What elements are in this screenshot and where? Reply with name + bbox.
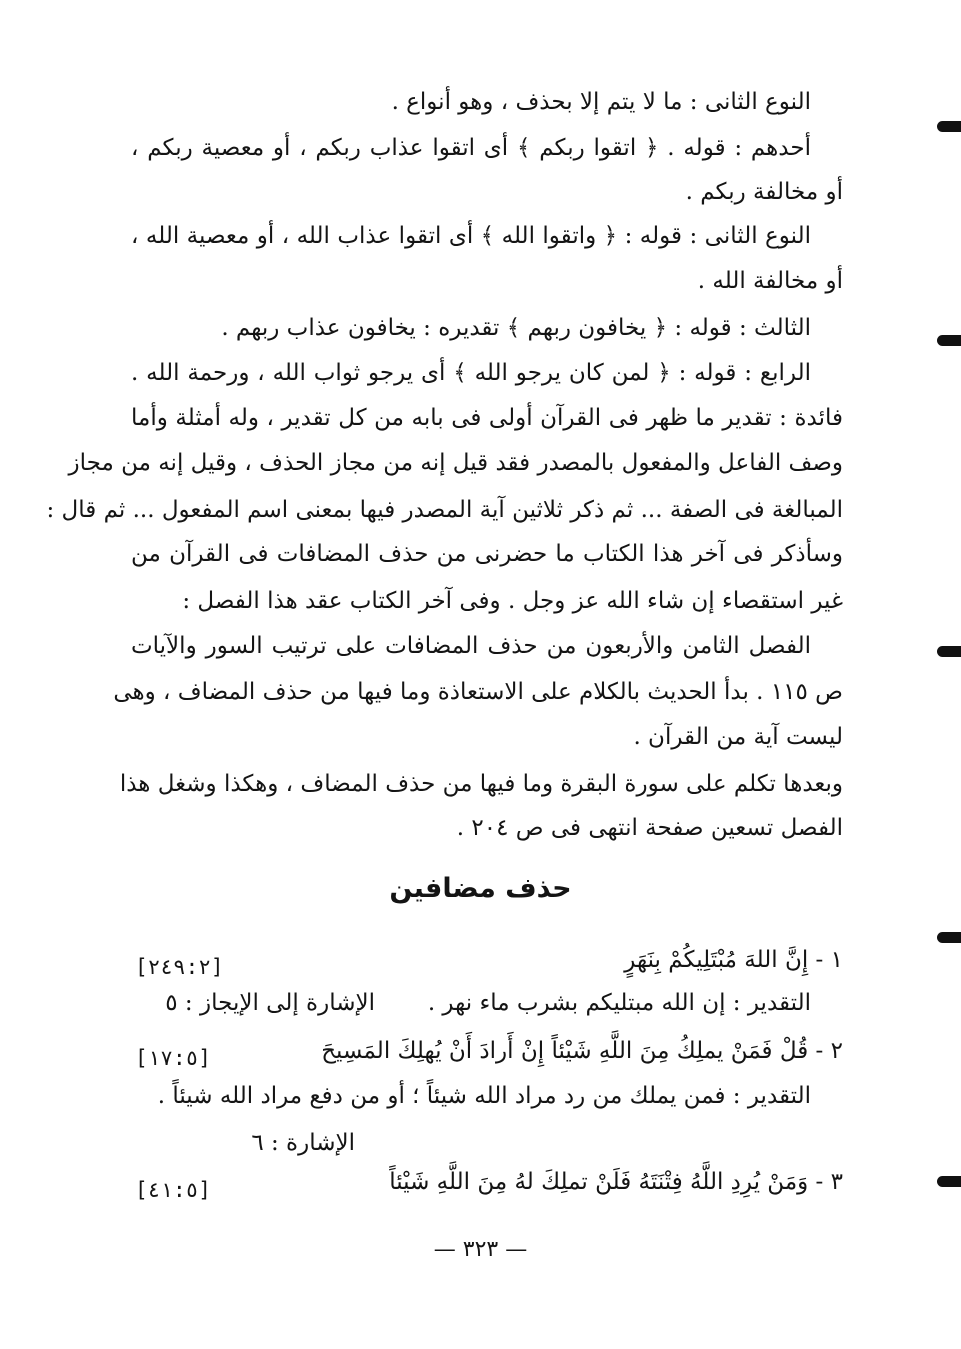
verse-line: ٣ - وَمَنْ يُرِدِ اللَّهُ فِتْنَتَهُ فَلَنْ تملِكَ لهُ مِنَ اللَّهِ شَيْئاً (389, 1169, 843, 1195)
text-line: النوع الثانى : قوله : ﴿ واتقوا الله ﴾ أى اتقوا عذاب الله ، أو معصية الله ، (131, 223, 811, 249)
section-heading: حذف مضافين (389, 873, 572, 904)
text-line: وبعدها تكلم على سورة البقرة وما فيها من حذف المضاف ، وهكذا وشغل هذا (119, 771, 843, 797)
taqdir-line: التقدير : فمن يملك من رد مراد الله شيئاً ؛ أو من دفع مراد الله شيئاً . (157, 1083, 811, 1109)
text-line: الثالث : قوله : ﴿ يخافون ربهم ﴾ تقديره : يخافون عذاب ربهم . (221, 315, 811, 341)
text-line: الفصل الثامن والأربعون من حذف المضافات على ترتيب السور والآيات (131, 633, 811, 659)
verse-reference: [٤١:٥] (135, 1178, 211, 1202)
binding-mark (937, 1176, 961, 1187)
text-line: المبالغة فى الصفة ... ثم ذكر ثلاثين آية المصدر فيها بمعنى اسم المفعول ... ثم قال : (46, 497, 843, 523)
text-line: وسأذكر فى آخر هذا الكتاب ما حضرنى من حذف المضافات فى القرآن من (131, 541, 843, 567)
text-line: النوع الثانى : ما لا يتم إلا بحذف ، وهو أنواع . (391, 89, 811, 115)
ishara-line: الإشارة إلى الإيجاز : ٥ (165, 990, 375, 1016)
text-line: أو مخالفة ربكم . (685, 179, 843, 205)
verse-reference: [١٧:٥] (135, 1046, 211, 1070)
binding-mark (937, 121, 961, 132)
text-line: وصف الفاعل والمفعول بالمصدر فقد قيل إنه من مجاز الحذف ، وقيل إنه من مجاز (68, 450, 843, 476)
verse-line: ١ - إِنَّ اللهَ مُبْتَلِيكُمْ بِنَهَرٍ (624, 947, 843, 973)
text-line: فائدة : تقدير ما ظهر فى القرآن أولى فى بابه من كل تقدير ، وله أمثلة وأما (131, 405, 843, 431)
text-line: ص ١١٥ . بدأ الحديث بالكلام على الاستعاذة وما فيها من حذف المضاف ، وهى (113, 679, 843, 705)
binding-mark (937, 932, 961, 943)
text-line: الرابع : قوله : ﴿ لمن كان يرجو الله ﴾ أى يرجو ثواب الله ، ورحمة الله . (131, 360, 811, 386)
text-line: أو مخالفة الله . (697, 268, 843, 294)
ishara-line: الإشارة : ٦ (251, 1130, 355, 1156)
binding-mark (937, 646, 961, 657)
page-number: — ٣٢٣ — (433, 1237, 528, 1262)
taqdir-line: التقدير : إن الله مبتليكم بشرب ماء نهر . (427, 990, 811, 1016)
text-line: الفصل تسعين صفحة انتهى فى ص ٢٠٤ . (456, 815, 843, 841)
text-line: ليست آية من القرآن . (633, 724, 843, 750)
text-line: غير استقصاء إن شاء الله عز وجل . وفى آخر الكتاب عقد هذا الفصل : (182, 588, 843, 614)
verse-reference: [٢٤٩:٢] (135, 955, 224, 979)
binding-mark (937, 335, 961, 346)
verse-line: ٢ - قُلْ فَمَنْ يملِكُ مِنَ اللَّهِ شَيْئاً إِنْ أَرادَ أَنْ يُهلِكَ المَسِيحَ (321, 1038, 843, 1064)
text-line: أحدهم : قوله . ﴿ اتقوا ربكم ﴾ أى اتقوا عذاب ربكم ، أو معصية ربكم ، (131, 135, 811, 161)
